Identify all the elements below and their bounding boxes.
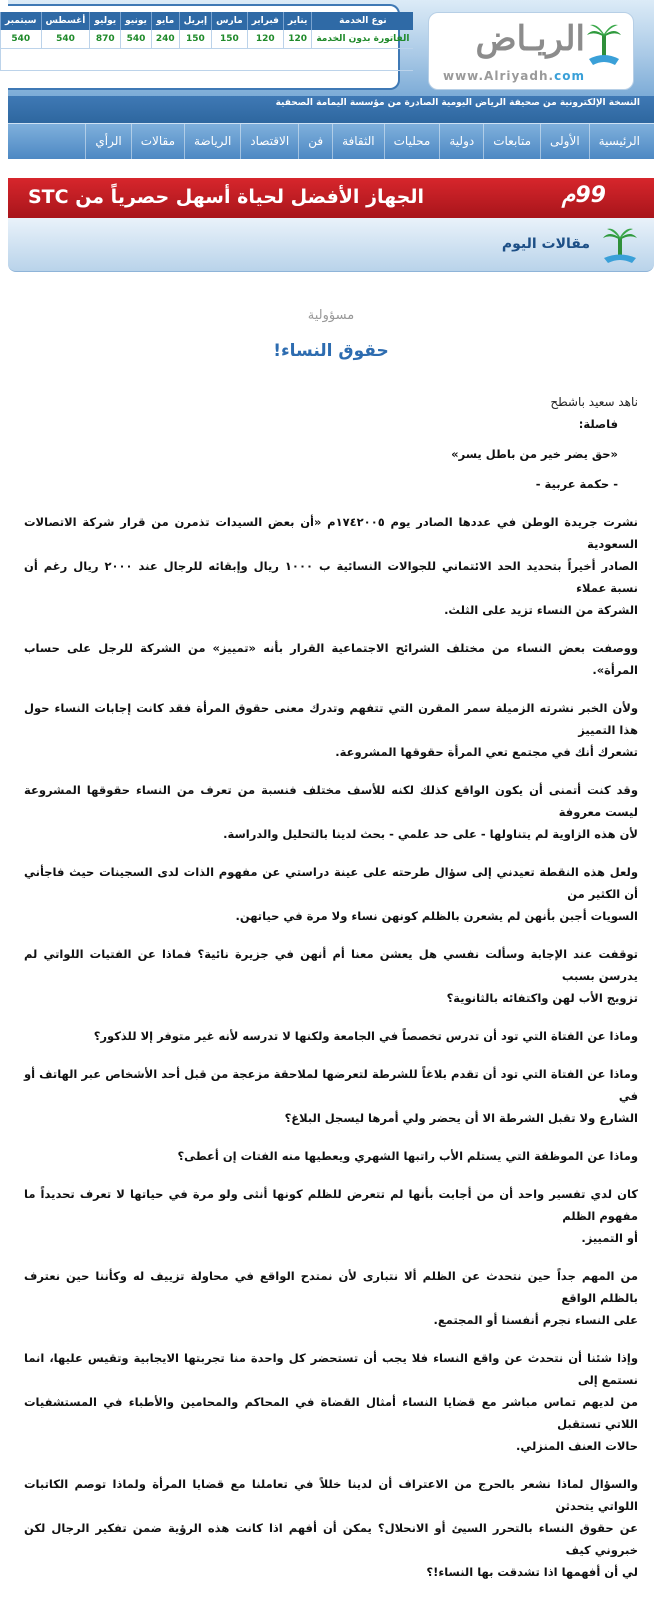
nav-item[interactable]: دولية [439,124,483,159]
article-title: حقوق النساء! [273,341,389,361]
service-table-header-cell: يناير [283,12,311,30]
service-table-header-cell: نوع الخدمة [312,12,414,30]
nav-item[interactable]: مقالات [131,124,184,159]
service-table-row [1,30,414,48]
paragraph-gap [24,1331,638,1347]
paragraph-gap [24,1249,638,1265]
article-line: وقد كنت أتمنى أن يكون الواقع كذلك لكنه للأسف مختلف فنسبة من تعرف من النساء حقوقها المشروعة ليست معروفة [24,783,638,819]
service-table-header-cell: فبراير [247,12,283,30]
paragraph-gap [24,621,638,637]
paragraph-gap [24,465,638,473]
service-table-empty-row [1,48,414,70]
nav-item[interactable]: فن [298,124,332,159]
section-title: مقالات اليوم [501,236,590,252]
service-table-header-cell: مايو [151,12,179,30]
paragraph-gap [24,495,638,511]
article-line: كان لدي تفسير واحد أن من أجابت بأنها لم تتعرض للظلم كونها أنثى ولو مرة في حياتها لا تعرف تحديداً ما مفهوم الظلم [24,1187,638,1223]
logo-url-prefix: www.Alriyadh. [443,69,555,83]
paragraph-gap [24,1047,638,1063]
article-line: وإذا شئنا أن نتحدث عن واقع النساء فلا يجب أن تستحضر كل واحدة منا تجربتها الايجابية وتقيس عليها، انما نستمع إلى [24,1351,638,1387]
article-body [24,413,638,1599]
article-paragraph [24,1145,638,1167]
article [24,284,638,1599]
article-line: لأن هذه الزاوية لم يتناولها - على حد علمي - بحث لدينا بالتحليل والدراسة. [223,827,638,841]
section-header [8,218,654,272]
article-line: عن حقوق النساء بالتحرر السيئ أو الانحلال؟ يمكن أن أفهم اذا كانت هذه الرؤية ضمن تفكير الرجال لكن خبروني كيف [24,1521,638,1557]
service-table-cell: 120 [283,30,311,48]
article-line: نشرت جريدة الوطن في عددها الصادر يوم ١٧٤٢٠٠٥م «أن بعض السيدات تذمرن من قرار شركة الاتصالات السعودية [24,515,638,551]
article-paragraph [24,943,638,1009]
palm-icon [600,226,640,266]
paragraph-gap [24,1009,638,1025]
article-paragraph [24,1265,638,1331]
service-table-header-row [1,12,414,30]
nav-item[interactable]: الرأي [85,124,130,159]
paragraph-gap [24,1129,638,1145]
palm-logo-icon [585,21,623,69]
article-paragraph [24,1473,638,1583]
banner-brand-logo: 99م [561,183,606,208]
banner-text: الجهاز الأفضل لحياة أسهل حصرياً من STC [28,186,425,208]
service-table-header-cell: يوليو [90,12,121,30]
article-kicker: مسؤولية [307,308,355,323]
nav-item[interactable]: الرئيسية [589,124,654,159]
article-line: «حق يضر خير من باطل يسر» [451,447,618,461]
article-line: فاصلة: [578,417,618,431]
service-table-header-cell: مارس [212,12,248,30]
site-tagline: النسخة الإلكترونية من صحيفة الرياض اليومية الصادرة من مؤسسة اليمامة الصحفية [275,98,640,108]
logo-url [443,69,585,83]
service-price-table [5,4,410,90]
article-line: - حكمة عربية - [535,477,618,491]
article-line: أو التمييز. [581,1231,638,1245]
article-author[interactable]: ناهد سعيد باشطح [550,395,638,409]
service-table-cell: 150 [179,30,211,48]
nav-item[interactable]: الأولى [540,124,589,159]
article-line: على النساء نجرم أنفسنا أو المجتمع. [433,1313,638,1327]
paragraph-gap [24,1167,638,1183]
article-line: والسؤال لماذا نشعر بالحرج من الاعتراف أن لدينا خللاً في تعاملنا مع قضايا المرأة ولماذا توصم الكاتبات اللواتي يتحدثن [24,1477,638,1513]
article-line: وماذا عن الفتاة التي تود أن تقدم بلاغاً للشرطة لتعرضها لملاحقة مزعجة من قبل أحد الأشخاص عبر الهاتف أو في [24,1067,638,1103]
service-table-row-name: الفاتورة بدون الخدمة [312,30,414,48]
article-paragraph [24,861,638,927]
article-line: حالات العنف المنزلي. [515,1439,638,1453]
paragraph-gap [24,435,638,443]
article-line: الشارع ولا تقبل الشرطة الا أن يحضر ولي أمرها ليسجل البلاغ؟ [284,1111,638,1125]
site-logo[interactable] [428,12,634,90]
article-paragraph [24,1183,638,1249]
service-table-cell: 870 [90,30,121,48]
paragraph-gap [24,681,638,697]
paragraph-gap [24,845,638,861]
service-table-header-cell: يونيو [121,12,152,30]
article-paragraph [24,1347,638,1457]
site-header [5,0,654,123]
service-table-cell: 540 [1,30,42,48]
article-line: تزويج الأب لهن واكتفائه بالثانوية؟ [446,991,638,1005]
service-table-cell: 540 [121,30,152,48]
paragraph-gap [24,1583,638,1599]
logo-url-suffix: com [554,69,585,83]
article-paragraph [24,413,638,435]
article-line: لي أن أفهمها اذا تشدقت بها النساء!؟ [426,1565,638,1579]
article-line: توقفت عند الإجابة وسألت نفسي هل يعشن معنا أم أنهن في جزيرة نائية؟ فماذا عن الفتيات اللواتي لم يدرسن بسبب [24,947,638,983]
service-table [0,12,413,71]
main-nav [8,123,654,159]
nav-item[interactable]: الاقتصاد [240,124,298,159]
article-line: من لديهم تماس مباشر مع قضايا النساء أمثال القضاة في المحاكم والمحامين والأطباء في المستشفيات اللاتي تستقبل [24,1395,638,1431]
service-table-cell: 540 [41,30,90,48]
service-table-cell: 240 [151,30,179,48]
article-line: الشركة من النساء تزيد على الثلث. [444,603,638,617]
article-line: من المهم جداً حين نتحدث عن الظلم ألا نتبارى لأن نمتدح الواقع في محاولة تزييف له وكأننا حين نعترف بالظلم الواقع [24,1269,638,1305]
paragraph-gap [24,927,638,943]
article-line: السويات أجبن بأنهن لم يشعرن بالظلم كونهن نساء ولا مرة في حياتهن. [235,909,638,923]
service-table-cell: 120 [247,30,283,48]
article-line: ولأن الخبر نشرته الزميلة سمر المقرن التي تتفهم وتدرك معنى حقوق المرأة فقد كانت إجابات النساء حول هذا التمييز [24,701,638,737]
article-paragraph [24,1025,638,1047]
article-line: ولعل هذه النقطة تعيدني إلى سؤال طرحته على عينة دراستي عن مفهوم الذات لدى السجينات حيث فاجأني أن الكثير من [24,865,638,901]
article-paragraph [24,443,638,465]
article-paragraph [24,637,638,681]
paragraph-gap [24,1457,638,1473]
service-table-header-cell: أغسطس [41,12,90,30]
nav-item[interactable]: الرياضة [184,124,240,159]
logo-title: الريـاض [475,19,585,59]
nav-item[interactable]: الثقافة [332,124,384,159]
article-paragraph [24,511,638,621]
article-paragraph [24,473,638,495]
ad-banner[interactable] [8,178,654,218]
article-line: ووصفت بعض النساء من مختلف الشرائح الاجتماعية القرار بأنه «تمييز» من الشركة للرجل على حساب المرأة». [24,641,638,677]
paragraph-gap [24,763,638,779]
service-table-header-cell: إبريل [179,12,211,30]
article-line: الصادر أخيراً بتحديد الحد الائتماني للجوالات النسائية ب ١٠٠٠ ريال وإبقائه للرجال عند ٢٠٠٠ ريال رغم أن نسبة عملاء [24,559,638,595]
service-table-header-cell: سبتمبر [1,12,42,30]
article-line: وماذا عن الموظفة التي يستلم الأب راتبها الشهري ويعطيها منه الفتات إن أعطى؟ [177,1149,638,1163]
article-paragraph [24,779,638,845]
article-paragraph [24,697,638,763]
service-table-cell: 150 [212,30,248,48]
nav-item[interactable]: متابعات [483,124,540,159]
article-paragraph [24,1063,638,1129]
article-line: تشعرك أنك في مجتمع تعي المرأة حقوقها المشروعة. [335,745,638,759]
nav-item[interactable]: محليات [384,124,440,159]
article-line: وماذا عن الفتاة التي تود أن تدرس تخصصاً في الجامعة ولكنها لا تدرسه لأنه غير متوفر إلا للذكور؟ [93,1029,638,1043]
